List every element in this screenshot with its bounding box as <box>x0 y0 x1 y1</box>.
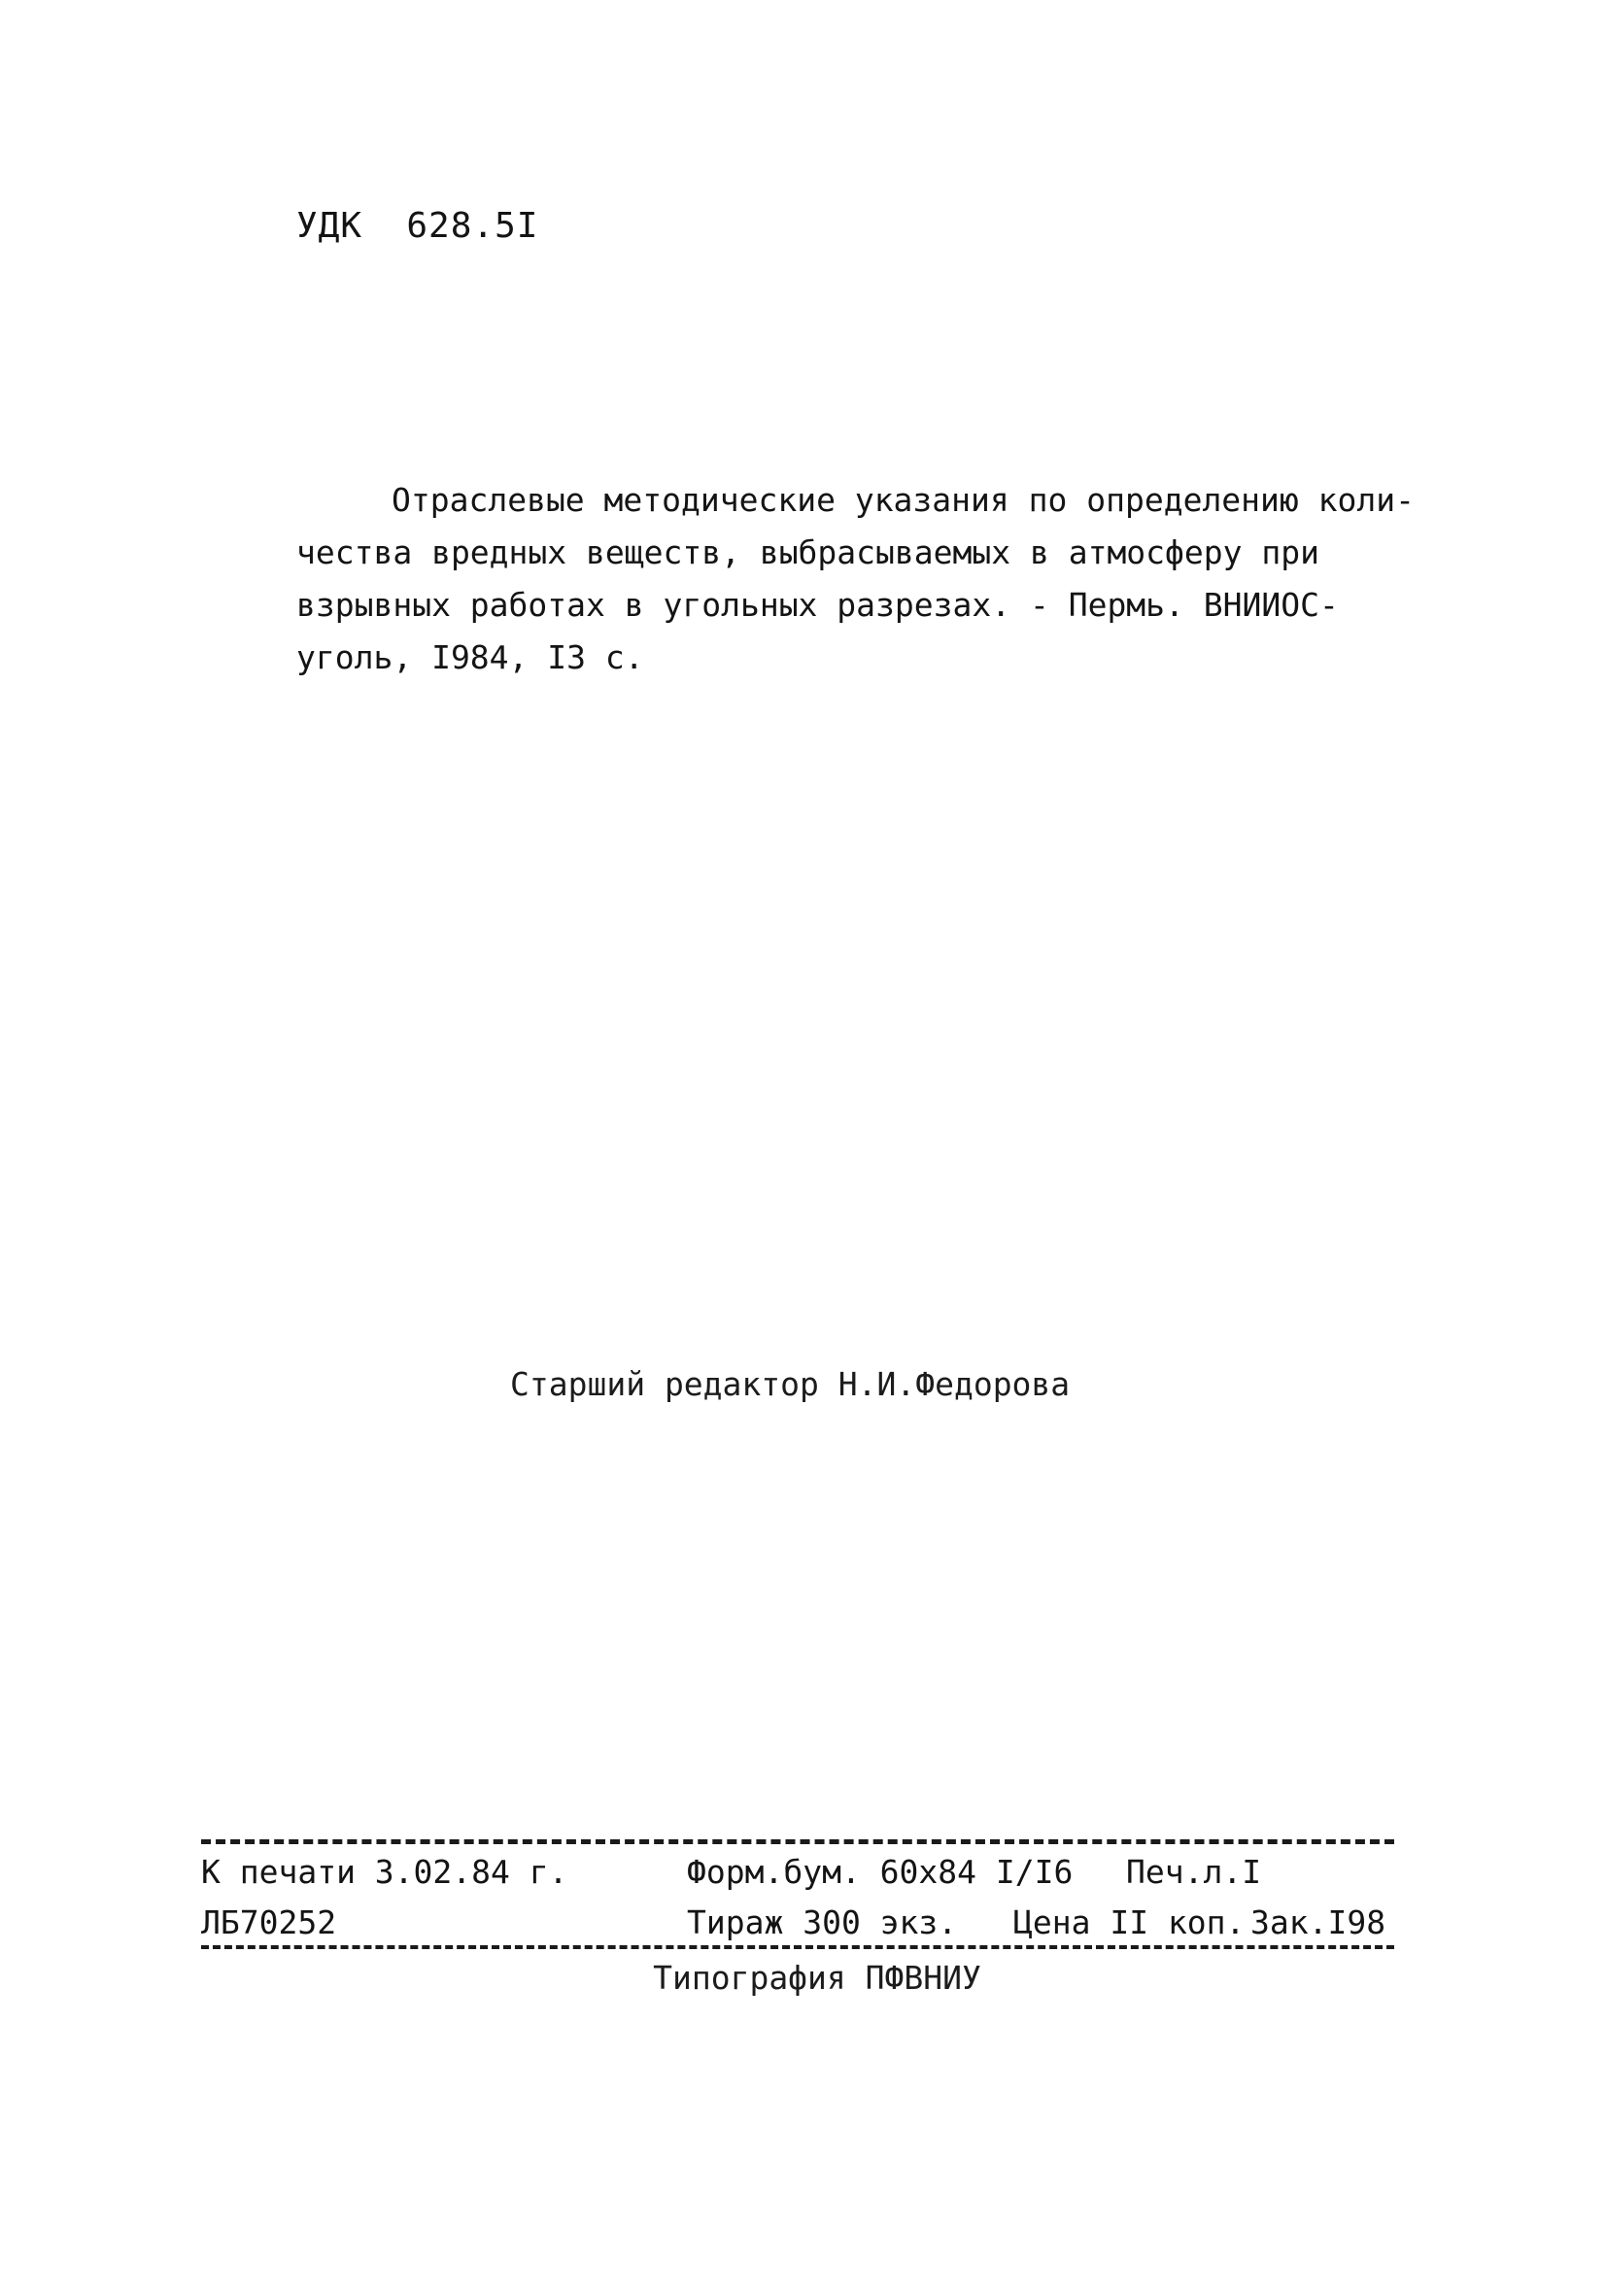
udk-code: УДК 628.5I <box>296 206 539 246</box>
imprint-row-2 <box>201 1895 1394 1945</box>
imprint-bottom-rule <box>201 1945 1394 1949</box>
imprint-row-1 <box>201 1844 1394 1895</box>
abstract-line: взрывных работах в угольных разрезах. - Пермь. ВНИИОС- <box>296 586 1339 624</box>
senior-editor: Старший редактор Н.И.Федорова <box>510 1365 1071 1403</box>
bibliographic-abstract <box>296 474 1415 684</box>
printing-house: Типография ПФВНИУ <box>653 1959 981 1997</box>
abstract-line: уголь, I984, I3 с. <box>296 638 644 676</box>
price: Цена II коп. <box>1013 1903 1246 1941</box>
order-number: Зак.I98 <box>1250 1903 1386 1941</box>
circulation: Тираж 300 экз. <box>687 1903 958 1941</box>
license-code: ЛБ70252 <box>201 1903 337 1941</box>
print-sheets: Печ.л.I <box>1126 1853 1262 1891</box>
print-sign-date: К печати 3.02.84 г. <box>201 1853 568 1891</box>
abstract-line: Отраслевые методические указания по определению коли- <box>392 481 1415 519</box>
paper-format: Форм.бум. 60x84 I/I6 <box>687 1853 1074 1891</box>
abstract-line: чества вредных веществ, выбрасываемых в атмосферу при <box>296 533 1319 571</box>
imprint-block <box>201 1839 1394 1997</box>
